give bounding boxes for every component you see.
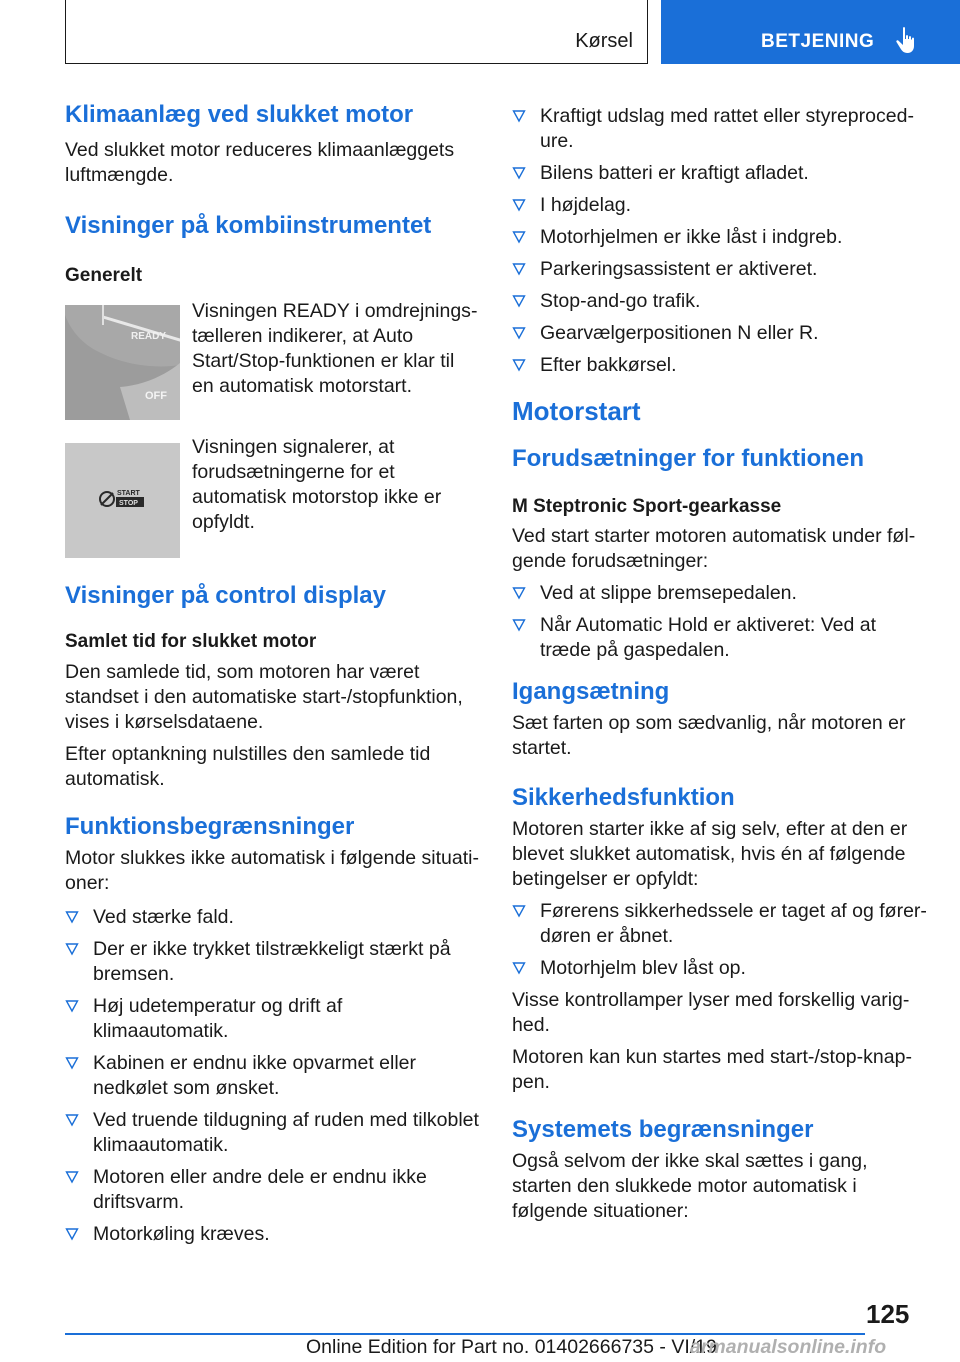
triangle-bullet-icon bbox=[512, 230, 526, 244]
list-item: Efter bakkørsel. bbox=[512, 353, 932, 378]
limitation-list-continued bbox=[512, 104, 932, 378]
paragraph-steptronic: Ved start starter motoren automatisk under følgende forudsætninger: bbox=[512, 525, 916, 572]
image-row-startstop bbox=[65, 435, 479, 565]
section-title: Kørsel bbox=[575, 30, 633, 52]
image-row-ready bbox=[65, 299, 479, 427]
list-item: Motorkøling kræves. bbox=[65, 1222, 479, 1247]
heading-control-display: Visninger på control display bbox=[65, 582, 386, 609]
triangle-bullet-icon bbox=[512, 109, 526, 123]
footer-divider bbox=[65, 1333, 865, 1335]
list-item: Kraftigt udslag med rattet eller styreprocedure. bbox=[512, 104, 932, 154]
list-item: Når Automatic Hold er aktiveret: Ved at træde på gaspedalen. bbox=[512, 613, 932, 663]
paragraph-startknap: Motoren kan kun startes med start-/stop-knappen. bbox=[512, 1046, 912, 1093]
page-number: 125 bbox=[866, 1299, 910, 1329]
paragraph-system: Også selvom der ikke skal sættes i gang, starten den slukkede motor automatisk i følgende situationer: bbox=[512, 1150, 868, 1222]
paragraph-sikkerhedsfunktion: Motoren starter ikke af sig selv, efter at den er blevet slukket automatisk, hvis én af følgende betingelser er opfyldt: bbox=[512, 818, 908, 890]
triangle-bullet-icon bbox=[65, 1227, 79, 1241]
heading-forudsaetninger: Forudsætninger for funktionen bbox=[512, 445, 864, 472]
triangle-bullet-icon bbox=[512, 294, 526, 308]
heading-samlet-tid: Samlet tid for slukket motor bbox=[65, 631, 317, 652]
right-column bbox=[512, 104, 932, 1224]
list-item: Ved at slippe bremsepedalen. bbox=[512, 581, 932, 606]
limitation-list bbox=[65, 905, 479, 1247]
heading-systemets-begraensninger: Systemets begrænsninger bbox=[512, 1116, 814, 1143]
triangle-bullet-icon bbox=[65, 942, 79, 956]
list-item: Motoren eller andre dele er endnu ikke driftsvarm. bbox=[65, 1165, 479, 1215]
triangle-bullet-icon bbox=[65, 1056, 79, 1070]
triangle-bullet-icon bbox=[512, 262, 526, 276]
list-item: Der er ikke trykket tilstrækkeligt stærkt på bremsen. bbox=[65, 937, 479, 987]
paragraph-samlet-2: Efter optankning nulstilles den samlede tid automatisk. bbox=[65, 743, 431, 790]
paragraph-samlet-1: Den samlede tid, som motoren har været standset i den automatiske start-/stopfunktion, vises i kørselsdataene. bbox=[65, 661, 463, 733]
heading-sikkerhedsfunktion: Sikkerhedsfunktion bbox=[512, 784, 735, 811]
triangle-bullet-icon bbox=[512, 166, 526, 180]
list-item: I højdelag. bbox=[512, 193, 932, 218]
start-condition-list bbox=[512, 581, 932, 663]
heading-steptronic: M Steptronic Sport-gearkasse bbox=[512, 496, 782, 517]
list-item: Førerens sikkerhedssele er taget af og førerdøren er åbnet. bbox=[512, 899, 932, 949]
triangle-bullet-icon bbox=[512, 904, 526, 918]
list-item: Motorhjelm blev låst op. bbox=[512, 956, 932, 981]
heading-motorstart: Motorstart bbox=[512, 396, 641, 426]
heading-kombi: Visninger på kombiinstrumentet bbox=[65, 212, 432, 239]
header-chapter-box bbox=[661, 0, 960, 64]
list-item: Kabinen er endnu ikke opvarmet eller nedkølet som ønsket. bbox=[65, 1051, 479, 1101]
list-item: Høj udetemperatur og drift af klimaautomatik. bbox=[65, 994, 479, 1044]
heading-funktionsbegraensninger: Funktionsbegrænsninger bbox=[65, 813, 355, 840]
list-item: Motorhjelmen er ikke låst i indgreb. bbox=[512, 225, 932, 250]
off-label: OFF bbox=[145, 390, 167, 402]
ready-description: Visningen READY i omdrejningstælleren indikerer, at Auto Start/Stop-funktionen er klar til en automatisk motorstart. bbox=[192, 300, 478, 397]
triangle-bullet-icon bbox=[512, 326, 526, 340]
left-column bbox=[65, 100, 479, 1254]
chapter-title: BETJENING bbox=[761, 31, 875, 52]
safety-condition-list bbox=[512, 899, 932, 981]
footer-edition: Online Edition for Part no. 01402666735 - VI/19 bbox=[306, 1336, 717, 1358]
paragraph-climate: Ved slukket motor reduceres klimaanlæggets luftmængde. bbox=[65, 139, 455, 186]
list-item: Gearvælgerpositionen N eller R. bbox=[512, 321, 932, 346]
heading-igangsaetning: Igangsætning bbox=[512, 678, 670, 705]
triangle-bullet-icon bbox=[512, 961, 526, 975]
paragraph-funk: Motor slukkes ikke automatisk i følgende situationer: bbox=[65, 847, 480, 894]
pointing-hand-icon bbox=[895, 26, 919, 54]
start-label: START bbox=[117, 490, 140, 497]
triangle-bullet-icon bbox=[65, 910, 79, 924]
startstop-description: Visningen signalerer, at forudsætningerne for et automatisk motorstop ikke er opfyldt. bbox=[192, 436, 442, 533]
startstop-unavailable-image bbox=[65, 443, 180, 558]
header-section-box bbox=[65, 0, 648, 64]
triangle-bullet-icon bbox=[512, 618, 526, 632]
stop-label: STOP bbox=[119, 500, 138, 507]
triangle-bullet-icon bbox=[512, 586, 526, 600]
list-item: Ved stærke fald. bbox=[65, 905, 479, 930]
triangle-bullet-icon bbox=[512, 358, 526, 372]
list-item: Bilens batteri er kraftigt afladet. bbox=[512, 161, 932, 186]
watermark: armanualsonline.info bbox=[690, 1336, 887, 1358]
ready-label: READY bbox=[131, 331, 167, 342]
paragraph-kontrollamper: Visse kontrollamper lyser med forskellig varighed. bbox=[512, 989, 910, 1036]
list-item: Parkeringsassistent er aktiveret. bbox=[512, 257, 932, 282]
heading-generelt: Generelt bbox=[65, 265, 143, 286]
triangle-bullet-icon bbox=[512, 198, 526, 212]
paragraph-igangsaetning: Sæt farten op som sædvanlig, når motoren er startet. bbox=[512, 712, 906, 759]
heading-climate: Klimaanlæg ved slukket motor bbox=[65, 101, 414, 128]
ready-display-image bbox=[65, 305, 180, 420]
list-item: Ved truende tildugning af ruden med tilkoblet klimaautomatik. bbox=[65, 1108, 479, 1158]
triangle-bullet-icon bbox=[65, 999, 79, 1013]
list-item: Stop-and-go trafik. bbox=[512, 289, 932, 314]
triangle-bullet-icon bbox=[65, 1170, 79, 1184]
triangle-bullet-icon bbox=[65, 1113, 79, 1127]
